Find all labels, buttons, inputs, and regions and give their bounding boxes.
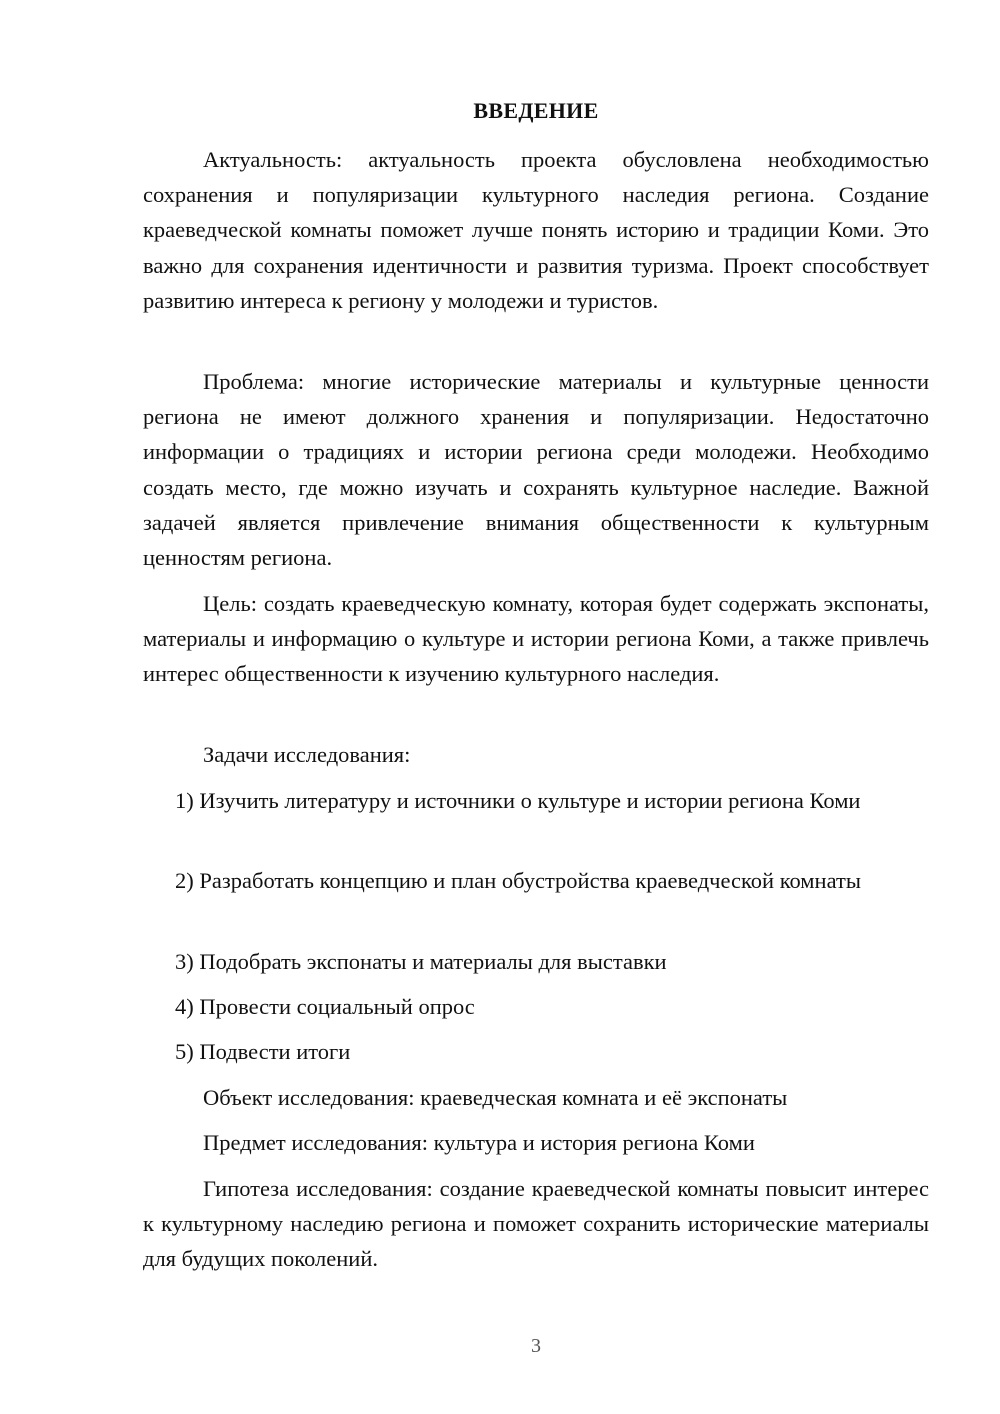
tasks-title: Задачи исследования: <box>203 742 411 767</box>
paragraph-subject: Предмет исследования: культура и история региона Коми <box>203 1130 755 1155</box>
paragraph-problem: Проблема: многие исторические материалы и культурные ценности региона не имеют должного хранения и популяризации. Недостаточно информации о традициях и истории региона среди молодежи. Необходимо создать место, где можно изучать и сохранять культурное наследие. Важной задачей является привлечение внимания общественности к культурным ценностям региона. <box>143 369 929 571</box>
task-item-4: 4) Провести социальный опрос <box>175 994 475 1019</box>
paragraph-goal: Цель: создать краеведческую комнату, которая будет содержать экспонаты, материалы и информацию о культуре и истории региона Коми, а также привлечь интерес общественности к изучению культурного наследия. <box>143 591 929 687</box>
paragraph-object: Объект исследования: краеведческая комната и её экспонаты <box>203 1085 788 1110</box>
section-heading: ВВЕДЕНИЕ <box>473 98 599 123</box>
task-item-3: 3) Подобрать экспонаты и материалы для выставки <box>175 949 667 974</box>
task-item-1: 1) Изучить литературу и источники о культуре и истории региона Коми <box>175 788 861 813</box>
paragraph-hypothesis: Гипотеза исследования: создание краеведческой комнаты повысит интерес к культурному наследию региона и поможет сохранить исторические материалы для будущих поколений. <box>143 1176 929 1272</box>
task-item-2: 2) Разработать концепцию и план обустройства краеведческой комнаты <box>175 868 861 893</box>
paragraph-relevance: Актуальность: актуальность проекта обусловлена необходимостью сохранения и популяризации культурного наследия региона. Создание краеведческой комнаты поможет лучше понять историю и традиции Коми. Это важно для сохранения идентичности и развития туризма. Проект способствует развитию интереса к региону у молодежи и туристов. <box>143 147 929 313</box>
page-number: 3 <box>531 1335 541 1357</box>
task-item-5: 5) Подвести итоги <box>175 1039 351 1064</box>
